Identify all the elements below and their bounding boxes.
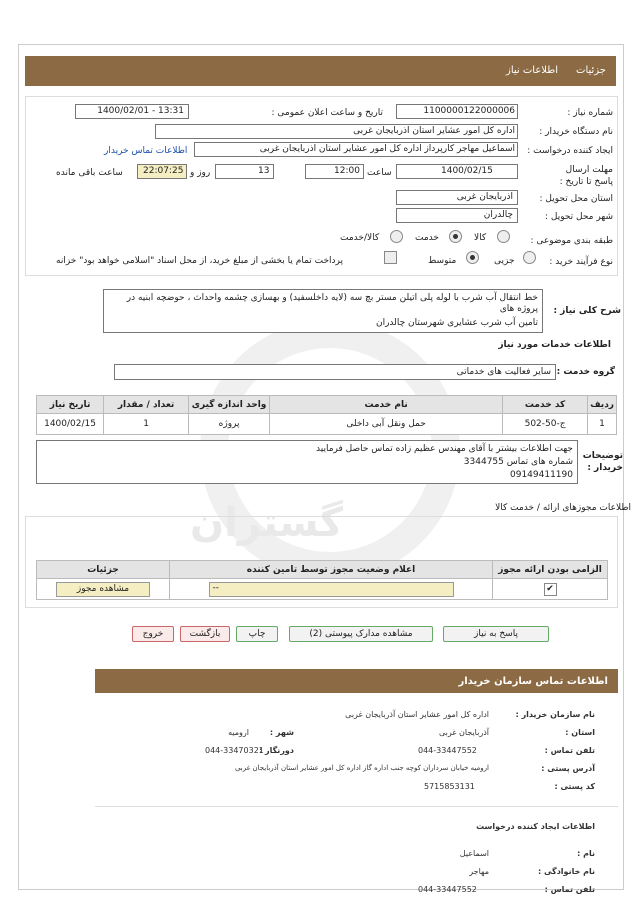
c-phone-label: تلفن تماس : [544, 746, 595, 755]
services-title: اطلاعات خدمات مورد نیاز [498, 340, 611, 350]
attachments-button[interactable]: مشاهده مدارک پیوستی (2) [289, 626, 433, 642]
province-label: استان محل تحویل : [539, 194, 613, 204]
col-row: ردیف [588, 396, 617, 414]
c-address-label: آدرس پستی : [541, 764, 595, 773]
family-label: نام خانوادگی : [537, 867, 595, 876]
buyer-notes-line3: 09149411190 [510, 470, 573, 480]
contact-buyer-link[interactable]: اطلاعات تماس خریدار [104, 146, 188, 156]
c-city-value: ارومیه [228, 728, 249, 737]
required-check-icon: ✔ [544, 583, 557, 596]
nav-title[interactable]: جزئیات [576, 65, 606, 76]
org-value: اداره کل امور عشایر استان آذربایجان غربی [345, 710, 489, 719]
buyer-notes-line1: جهت اطلاعات بیشتر با آقای مهندس عظیم زاده تماس حاصل فرمایید [316, 444, 573, 454]
desc-label: شرح کلی نیاز : [553, 306, 621, 316]
desc-text-2: تامین آب شرب عشایری شهرستان چالدران [375, 318, 538, 328]
process-medium-label: متوسط [428, 256, 457, 266]
announce-field: 1400/02/01 - 13:31 [75, 104, 189, 119]
services-table [36, 395, 617, 435]
city-field: چالدران [396, 208, 518, 223]
process-minor-label: جزیی [494, 256, 515, 266]
province-field: آذربایجان غربی [396, 190, 518, 205]
org-label: نام سازمان خریدار : [515, 710, 595, 719]
view-license-button[interactable]: مشاهده مجوز [56, 582, 150, 597]
city-label: شهر محل تحویل : [544, 212, 613, 222]
col-unit: واحد اندازه گیری [189, 396, 270, 414]
buyer-field: اداره کل امور عشایر استان آذربایجان غربی [155, 124, 518, 139]
category-service-label: خدمت [415, 233, 439, 243]
watermark-text: گستران [190, 500, 344, 546]
payment-note: پرداخت تمام یا بخشی از مبلغ خرید، از محل اسناد "اسلامی خواهد بود" خزانه [56, 256, 344, 266]
c-fax-label: دورنگار : [259, 746, 294, 755]
nav-bar [25, 56, 616, 86]
col-qty: تعداد / مقدار [104, 396, 189, 414]
buyer-notes-box [36, 440, 578, 484]
buyer-label: نام دستگاه خریدار : [539, 127, 613, 137]
creator-label: ایجاد کننده درخواست : [527, 146, 613, 156]
deadline-label: مهلت ارسال پاسخ تا تاریخ : [559, 165, 613, 187]
group-label: گروه خدمت : [556, 367, 615, 377]
c-province-value: آذربایجان غربی [438, 728, 489, 737]
remaining-label: ساعت باقی مانده [56, 168, 123, 178]
category-radio-service[interactable] [449, 230, 462, 243]
category-radio-goods[interactable] [497, 230, 510, 243]
need-no-label: شماره نیاز : [567, 108, 613, 118]
name-label: نام : [577, 849, 595, 858]
announce-label: تاریخ و ساعت اعلان عمومی : [271, 108, 383, 118]
nav-sub[interactable]: اطلاعات نیاز [506, 65, 558, 76]
category-radio-both[interactable] [390, 230, 403, 243]
contact-divider [95, 806, 618, 807]
c-postal-label: کد پستی : [554, 782, 595, 791]
c2-phone-value: 044-33447552 [418, 885, 477, 894]
contact-title: اطلاعات تماس سازمان خریدار [458, 676, 608, 687]
exit-button[interactable]: خروج [132, 626, 174, 642]
process-radio-minor[interactable] [523, 251, 536, 264]
table-row [37, 579, 608, 600]
time-label: ساعت [367, 168, 392, 178]
col-name: نام خدمت [270, 396, 503, 414]
category-goods-label: کالا [474, 233, 487, 243]
c-phone-value: 044-33447552 [418, 746, 477, 755]
desc-text-1: خط انتقال آب شرب با لوله پلی اتیلن مستر بچ سه (لایه داخلسفید) و بهسازی چشمه واحداث ، حوضچه ابنیه در پروژه های [126, 293, 538, 314]
group-field: سایر فعالیت های خدماتی [114, 364, 556, 380]
buyer-notes-line2: شماره های تماس 3344755 [463, 457, 573, 467]
contact-bar [95, 669, 618, 693]
process-label: نوع فرآیند خرید : [549, 257, 613, 267]
c-address-value: ارومیه خیابان سرداران کوچه جنب اداره گاز اداره کل امور عشایر استان آذربایجان غربی [234, 764, 489, 772]
lic-col-details: جزئیات [37, 561, 170, 579]
c-province-label: استان : [565, 728, 595, 737]
print-button[interactable]: چاپ [236, 626, 278, 642]
days-field: 13 [215, 164, 274, 179]
licenses-table [36, 560, 608, 600]
deadline-time-field: 12:00 [305, 164, 364, 179]
reply-button[interactable]: پاسخ به نیاز [443, 626, 549, 642]
col-code: کد خدمت [503, 396, 588, 414]
c-postal-value: 5715853131 [424, 782, 475, 791]
table-row: 1 ج-50-502 حمل ونقل آبی داخلی پروژه 1 1400/02/15 [37, 414, 617, 435]
name-value: اسماعیل [459, 849, 489, 858]
info-form [25, 96, 618, 276]
deadline-date-field: 1400/02/15 [396, 164, 518, 179]
col-date: تاریخ نیاز [37, 396, 104, 414]
lic-col-status: اعلام وضعیت مجوز توسط تامین کننده [170, 561, 493, 579]
c-fax-value: 044-33470321 [205, 746, 264, 755]
buyer-notes-label: توضیحات خریدار : [582, 451, 623, 473]
payment-checkbox[interactable] [384, 251, 397, 264]
category-label: طبقه بندی موضوعی : [530, 236, 613, 246]
creator-field: اسماعیل مهاجر کارپرداز اداره کل امور عشایر استان آذربایجان غربی [194, 142, 518, 157]
category-both-label: کالا/خدمت [340, 233, 380, 243]
process-radio-medium[interactable] [466, 251, 479, 264]
c2-phone-label: تلفن تماس : [544, 885, 595, 894]
desc-box [103, 289, 543, 333]
licenses-title: اطلاعات مجوزهای ارائه / خدمت کالا [495, 503, 631, 513]
back-button[interactable]: بازگشت [180, 626, 230, 642]
c-city-label: شهر : [269, 728, 294, 737]
creator-title: اطلاعات ایجاد کننده درخواست [476, 822, 595, 831]
days-label: روز و [190, 168, 211, 178]
remaining-field: 22:07:25 [137, 164, 187, 179]
license-status-field: -- [209, 582, 454, 597]
need-no-field: 1100000122000006 [396, 104, 518, 119]
lic-col-required: الزامی بودن ارائه مجوز [493, 561, 608, 579]
family-value: مهاجر [469, 867, 489, 876]
